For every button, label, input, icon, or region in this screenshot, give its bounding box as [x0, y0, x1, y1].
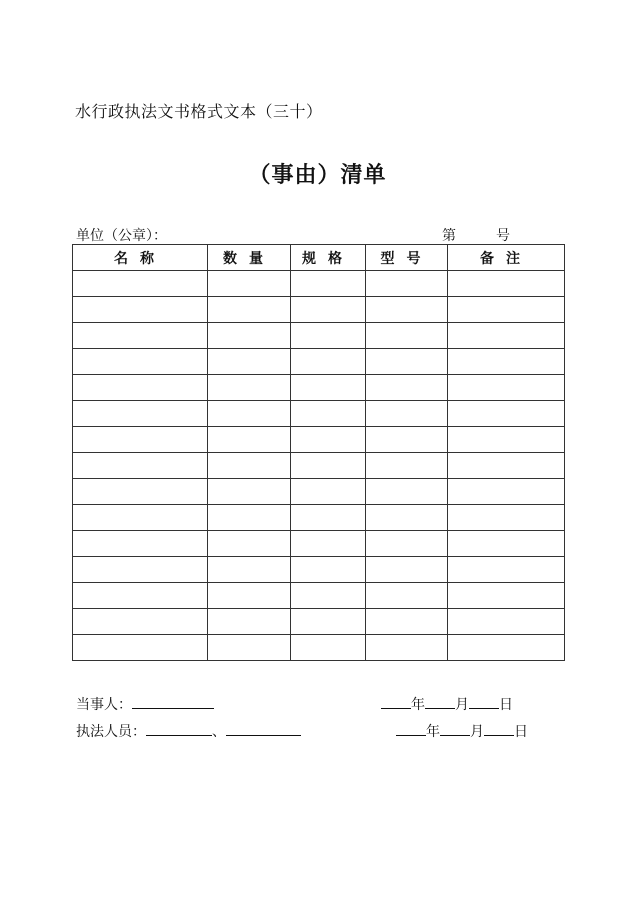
table-cell-name[interactable] — [73, 453, 208, 479]
officer-date-month-label: 月 — [470, 724, 484, 740]
table-cell-remarks[interactable] — [448, 583, 565, 609]
table-cell-remarks[interactable] — [448, 271, 565, 297]
party-date-month-blank[interactable] — [425, 694, 455, 709]
table-cell-name[interactable] — [73, 583, 208, 609]
table-cell-quantity[interactable] — [208, 375, 291, 401]
officer-separator: 、 — [212, 724, 226, 740]
unit-seal-label: 单位（公章）： — [76, 228, 167, 244]
table-row — [73, 453, 565, 479]
table-cell-model[interactable] — [366, 505, 448, 531]
table-cell-model[interactable] — [366, 557, 448, 583]
table-row — [73, 505, 565, 531]
table-cell-remarks[interactable] — [448, 479, 565, 505]
table-cell-model[interactable] — [366, 479, 448, 505]
party-date-year-blank[interactable] — [381, 694, 411, 709]
table-cell-specification[interactable] — [291, 297, 366, 323]
officer-date-day-blank[interactable] — [484, 721, 514, 736]
table-cell-specification[interactable] — [291, 349, 366, 375]
table-cell-quantity[interactable] — [208, 297, 291, 323]
table-cell-model[interactable] — [366, 583, 448, 609]
document-number-suffix: 号 — [496, 228, 510, 244]
table-cell-name[interactable] — [73, 297, 208, 323]
party-label: 当事人： — [76, 697, 132, 713]
table-cell-model[interactable] — [366, 375, 448, 401]
table-cell-quantity[interactable] — [208, 583, 291, 609]
table-cell-specification[interactable] — [291, 531, 366, 557]
table-cell-model[interactable] — [366, 349, 448, 375]
column-header-quantity: 数量 — [208, 245, 291, 271]
table-row — [73, 323, 565, 349]
table-cell-remarks[interactable] — [448, 635, 565, 661]
table-row — [73, 349, 565, 375]
table-cell-name[interactable] — [73, 323, 208, 349]
table-row — [73, 583, 565, 609]
table-cell-name[interactable] — [73, 427, 208, 453]
table-cell-quantity[interactable] — [208, 427, 291, 453]
table-cell-model[interactable] — [366, 323, 448, 349]
officer-date-year-blank[interactable] — [396, 721, 426, 736]
table-cell-name[interactable] — [73, 531, 208, 557]
table-row — [73, 297, 565, 323]
party-date-day-label: 日 — [499, 697, 513, 713]
table-cell-remarks[interactable] — [448, 531, 565, 557]
table-cell-model[interactable] — [366, 531, 448, 557]
table-cell-specification[interactable] — [291, 583, 366, 609]
table-cell-quantity[interactable] — [208, 401, 291, 427]
table-cell-name[interactable] — [73, 271, 208, 297]
party-date-day-blank[interactable] — [469, 694, 499, 709]
table-cell-specification[interactable] — [291, 453, 366, 479]
table-cell-model[interactable] — [366, 635, 448, 661]
table-cell-model[interactable] — [366, 453, 448, 479]
officer-date-line — [396, 721, 528, 741]
table-cell-name[interactable] — [73, 635, 208, 661]
table-cell-specification[interactable] — [291, 323, 366, 349]
table-cell-name[interactable] — [73, 505, 208, 531]
table-row — [73, 635, 565, 661]
table-cell-remarks[interactable] — [448, 375, 565, 401]
table-cell-quantity[interactable] — [208, 505, 291, 531]
table-cell-remarks[interactable] — [448, 453, 565, 479]
officer-signature-blank-2[interactable] — [226, 721, 301, 736]
table-cell-model[interactable] — [366, 427, 448, 453]
column-header-specification: 规格 — [291, 245, 366, 271]
officer-date-year-label: 年 — [426, 724, 440, 740]
column-header-model: 型号 — [366, 245, 448, 271]
table-cell-quantity[interactable] — [208, 323, 291, 349]
column-header-remarks: 备注 — [448, 245, 565, 271]
table-cell-quantity[interactable] — [208, 271, 291, 297]
officer-signature-blank-1[interactable] — [146, 721, 212, 736]
party-signature-blank[interactable] — [132, 694, 214, 709]
table-cell-quantity[interactable] — [208, 349, 291, 375]
table-body — [73, 271, 565, 661]
table-cell-specification[interactable] — [291, 635, 366, 661]
inventory-table — [72, 244, 565, 661]
officer-signature-line — [76, 721, 301, 741]
table-cell-specification[interactable] — [291, 609, 366, 635]
table-cell-model[interactable] — [366, 609, 448, 635]
officer-date-day-label: 日 — [514, 724, 528, 740]
table-row — [73, 401, 565, 427]
table-cell-name[interactable] — [73, 349, 208, 375]
table-cell-remarks[interactable] — [448, 349, 565, 375]
table-cell-name[interactable] — [73, 401, 208, 427]
officer-label: 执法人员： — [76, 724, 146, 740]
table-cell-name[interactable] — [73, 557, 208, 583]
document-number-prefix: 第 — [442, 228, 456, 244]
table-cell-model[interactable] — [366, 271, 448, 297]
table-cell-specification[interactable] — [291, 505, 366, 531]
party-date-year-label: 年 — [411, 697, 425, 713]
table-cell-quantity[interactable] — [208, 479, 291, 505]
page-title: （事由）清单 — [248, 163, 387, 188]
table-cell-quantity[interactable] — [208, 635, 291, 661]
table-cell-specification[interactable] — [291, 401, 366, 427]
table-header-row — [73, 245, 565, 271]
table-cell-specification[interactable] — [291, 479, 366, 505]
table-row — [73, 609, 565, 635]
table-cell-quantity[interactable] — [208, 557, 291, 583]
table-cell-specification[interactable] — [291, 375, 366, 401]
table-cell-name[interactable] — [73, 609, 208, 635]
table-cell-remarks[interactable] — [448, 401, 565, 427]
table-row — [73, 375, 565, 401]
table-cell-quantity[interactable] — [208, 609, 291, 635]
table-row — [73, 271, 565, 297]
table-cell-specification[interactable] — [291, 557, 366, 583]
table-cell-remarks[interactable] — [448, 297, 565, 323]
table-row — [73, 557, 565, 583]
table-cell-remarks[interactable] — [448, 323, 565, 349]
table-cell-remarks[interactable] — [448, 505, 565, 531]
table-cell-name[interactable] — [73, 479, 208, 505]
table-cell-model[interactable] — [366, 401, 448, 427]
table-row — [73, 427, 565, 453]
column-header-name: 名称 — [73, 245, 208, 271]
doc-format-title: 水行政执法文书格式文本（三十） — [75, 102, 323, 121]
table-cell-quantity[interactable] — [208, 531, 291, 557]
table-cell-specification[interactable] — [291, 271, 366, 297]
table-row — [73, 531, 565, 557]
officer-date-month-blank[interactable] — [440, 721, 470, 736]
table-cell-remarks[interactable] — [448, 609, 565, 635]
table-cell-model[interactable] — [366, 297, 448, 323]
table-cell-name[interactable] — [73, 375, 208, 401]
table-cell-remarks[interactable] — [448, 427, 565, 453]
table-cell-remarks[interactable] — [448, 557, 565, 583]
table-cell-quantity[interactable] — [208, 453, 291, 479]
table-cell-specification[interactable] — [291, 427, 366, 453]
table-row — [73, 479, 565, 505]
party-date-month-label: 月 — [455, 697, 469, 713]
party-signature-line — [76, 694, 214, 714]
party-date-line — [381, 694, 513, 714]
